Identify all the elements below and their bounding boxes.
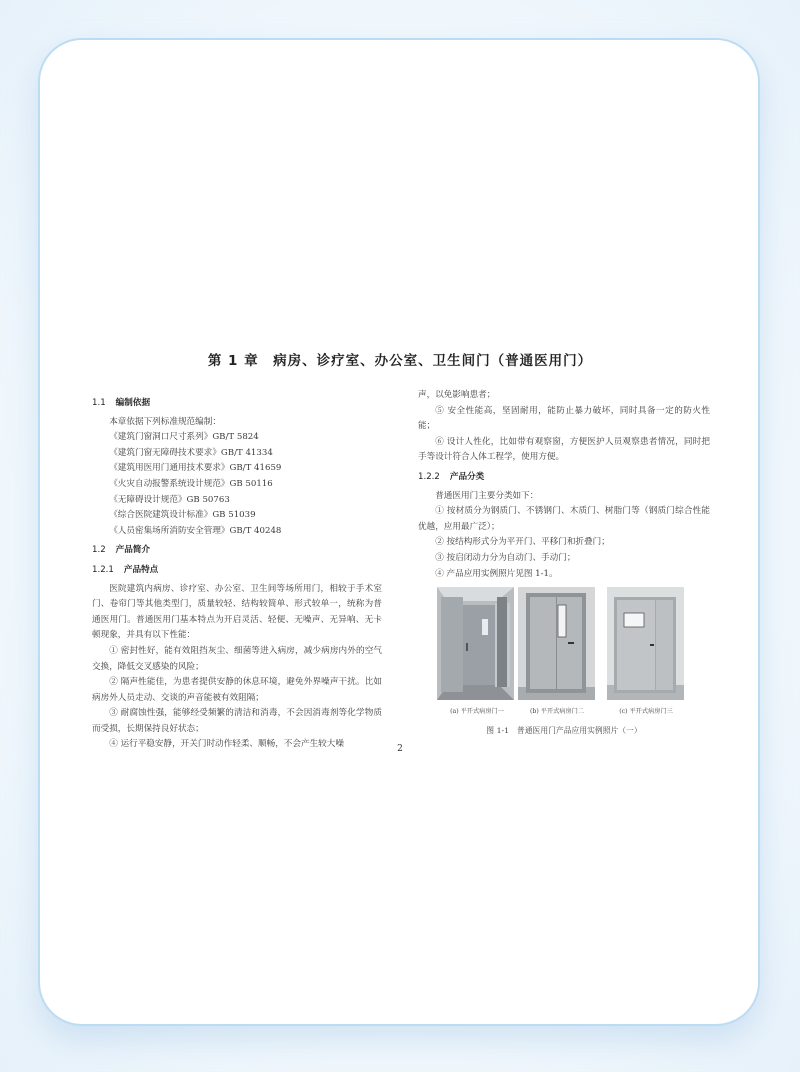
- section-heading: 1.2 产品简介: [92, 545, 151, 556]
- standard-item: 《建筑门窗洞口尺寸系列》GB/T 5824: [109, 432, 259, 443]
- feature-item: ③ 耐腐蚀性强，能够经受频繁的清洁和消毒，不会因消毒剂等化学物质而受损，长期保持良好状态；: [92, 708, 382, 734]
- category-item: ② 按结构形式分为平开门、平移门和折叠门；: [435, 537, 610, 548]
- paragraph-continued: 声，以免影响患者；: [418, 390, 496, 400]
- feature-item: ② 隔声性能佳，为患者提供安静的休息环境，避免外界噪声干扰。比如病房外人员走动、交谈的声音能被有效阻隔；: [92, 677, 382, 703]
- section-intro: 本章依据下列标准规范编制：: [109, 416, 221, 427]
- photo-caption-b: (b) 平开式病房门二: [529, 708, 585, 715]
- photo-caption-c: (c) 平开式病房门三: [619, 708, 673, 715]
- category-item: ① 按材质分为钢质门、不锈钢门、木质门、树脂门等（钢质门综合性能优越，应用最广泛）；: [418, 506, 710, 532]
- standard-item: 《综合医院建筑设计标准》GB 51039: [109, 510, 256, 521]
- feature-item: ⑤ 安全性能高，坚固耐用，能防止暴力破坏，同时具备一定的防火性能；: [418, 405, 710, 432]
- page-number: 2: [397, 744, 403, 754]
- subsection-heading: 1.2.1 产品特点: [92, 564, 159, 575]
- standard-item: 《人员密集场所消防安全管理》GB/T 40248: [109, 525, 282, 536]
- photo-door-c: [607, 587, 684, 700]
- category-item: ④ 产品应用实例照片见图 1-1。: [435, 568, 558, 579]
- door-window-photo: [518, 587, 595, 700]
- standard-item: 《建筑用医用门通用技术要求》GB/T 41659: [109, 463, 282, 474]
- paragraph: 医院建筑内病房、诊疗室、办公室、卫生间等场所用门，相较于手术室门、卷帘门等其他类型门，质量较轻、结构较简单、形式较单一，统称为普通医用门。普通医用门基本特点为开启灵活、轻便、无噪声、无异响、无卡顿现象，并具有以下性能：: [92, 583, 382, 641]
- standard-item: 《火灾自动报警系统设计规范》GB 50116: [109, 478, 273, 489]
- figure-photos: [437, 587, 685, 700]
- standard-item: 《建筑门窗无障碍技术要求》GB/T 41334: [109, 447, 273, 458]
- right-column: [418, 388, 710, 582]
- paragraph: 普通医用门主要分类如下：: [435, 490, 539, 501]
- feature-item: ⑥ 设计人性化，比如带有观察窗，方便医护人员观察患者情况，同时把手等设计符合人体工程学，使用方便。: [418, 436, 710, 463]
- figure-caption: 图 1-1 普通医用门产品应用实例照片（一）: [486, 726, 642, 735]
- section-heading: 1.1 编制依据: [92, 398, 151, 408]
- standard-item: 《无障碍设计规范》GB 50763: [109, 494, 230, 505]
- subsection-heading: 1.2.2 产品分类: [418, 471, 485, 482]
- chapter-title: 第 1 章 病房、诊疗室、办公室、卫生间门（普通医用门）: [207, 353, 593, 369]
- feature-item: ① 密封性好，能有效阻挡灰尘、细菌等进入病房，减少病房内外的空气交换，降低交叉感染的风险；: [92, 645, 382, 672]
- door-corridor-photo: [437, 587, 514, 700]
- left-column: [92, 392, 382, 753]
- category-item: ③ 按启闭动力分为自动门、手动门；: [435, 552, 576, 563]
- photo-door-b: [518, 587, 595, 700]
- feature-item: ④ 运行平稳安静，开关门时动作轻柔、顺畅，不会产生较大噪: [109, 739, 344, 750]
- photo-caption-a: (a) 平开式病房门一: [450, 708, 504, 715]
- photo-door-a: [437, 587, 514, 700]
- door-double-photo: [607, 587, 684, 700]
